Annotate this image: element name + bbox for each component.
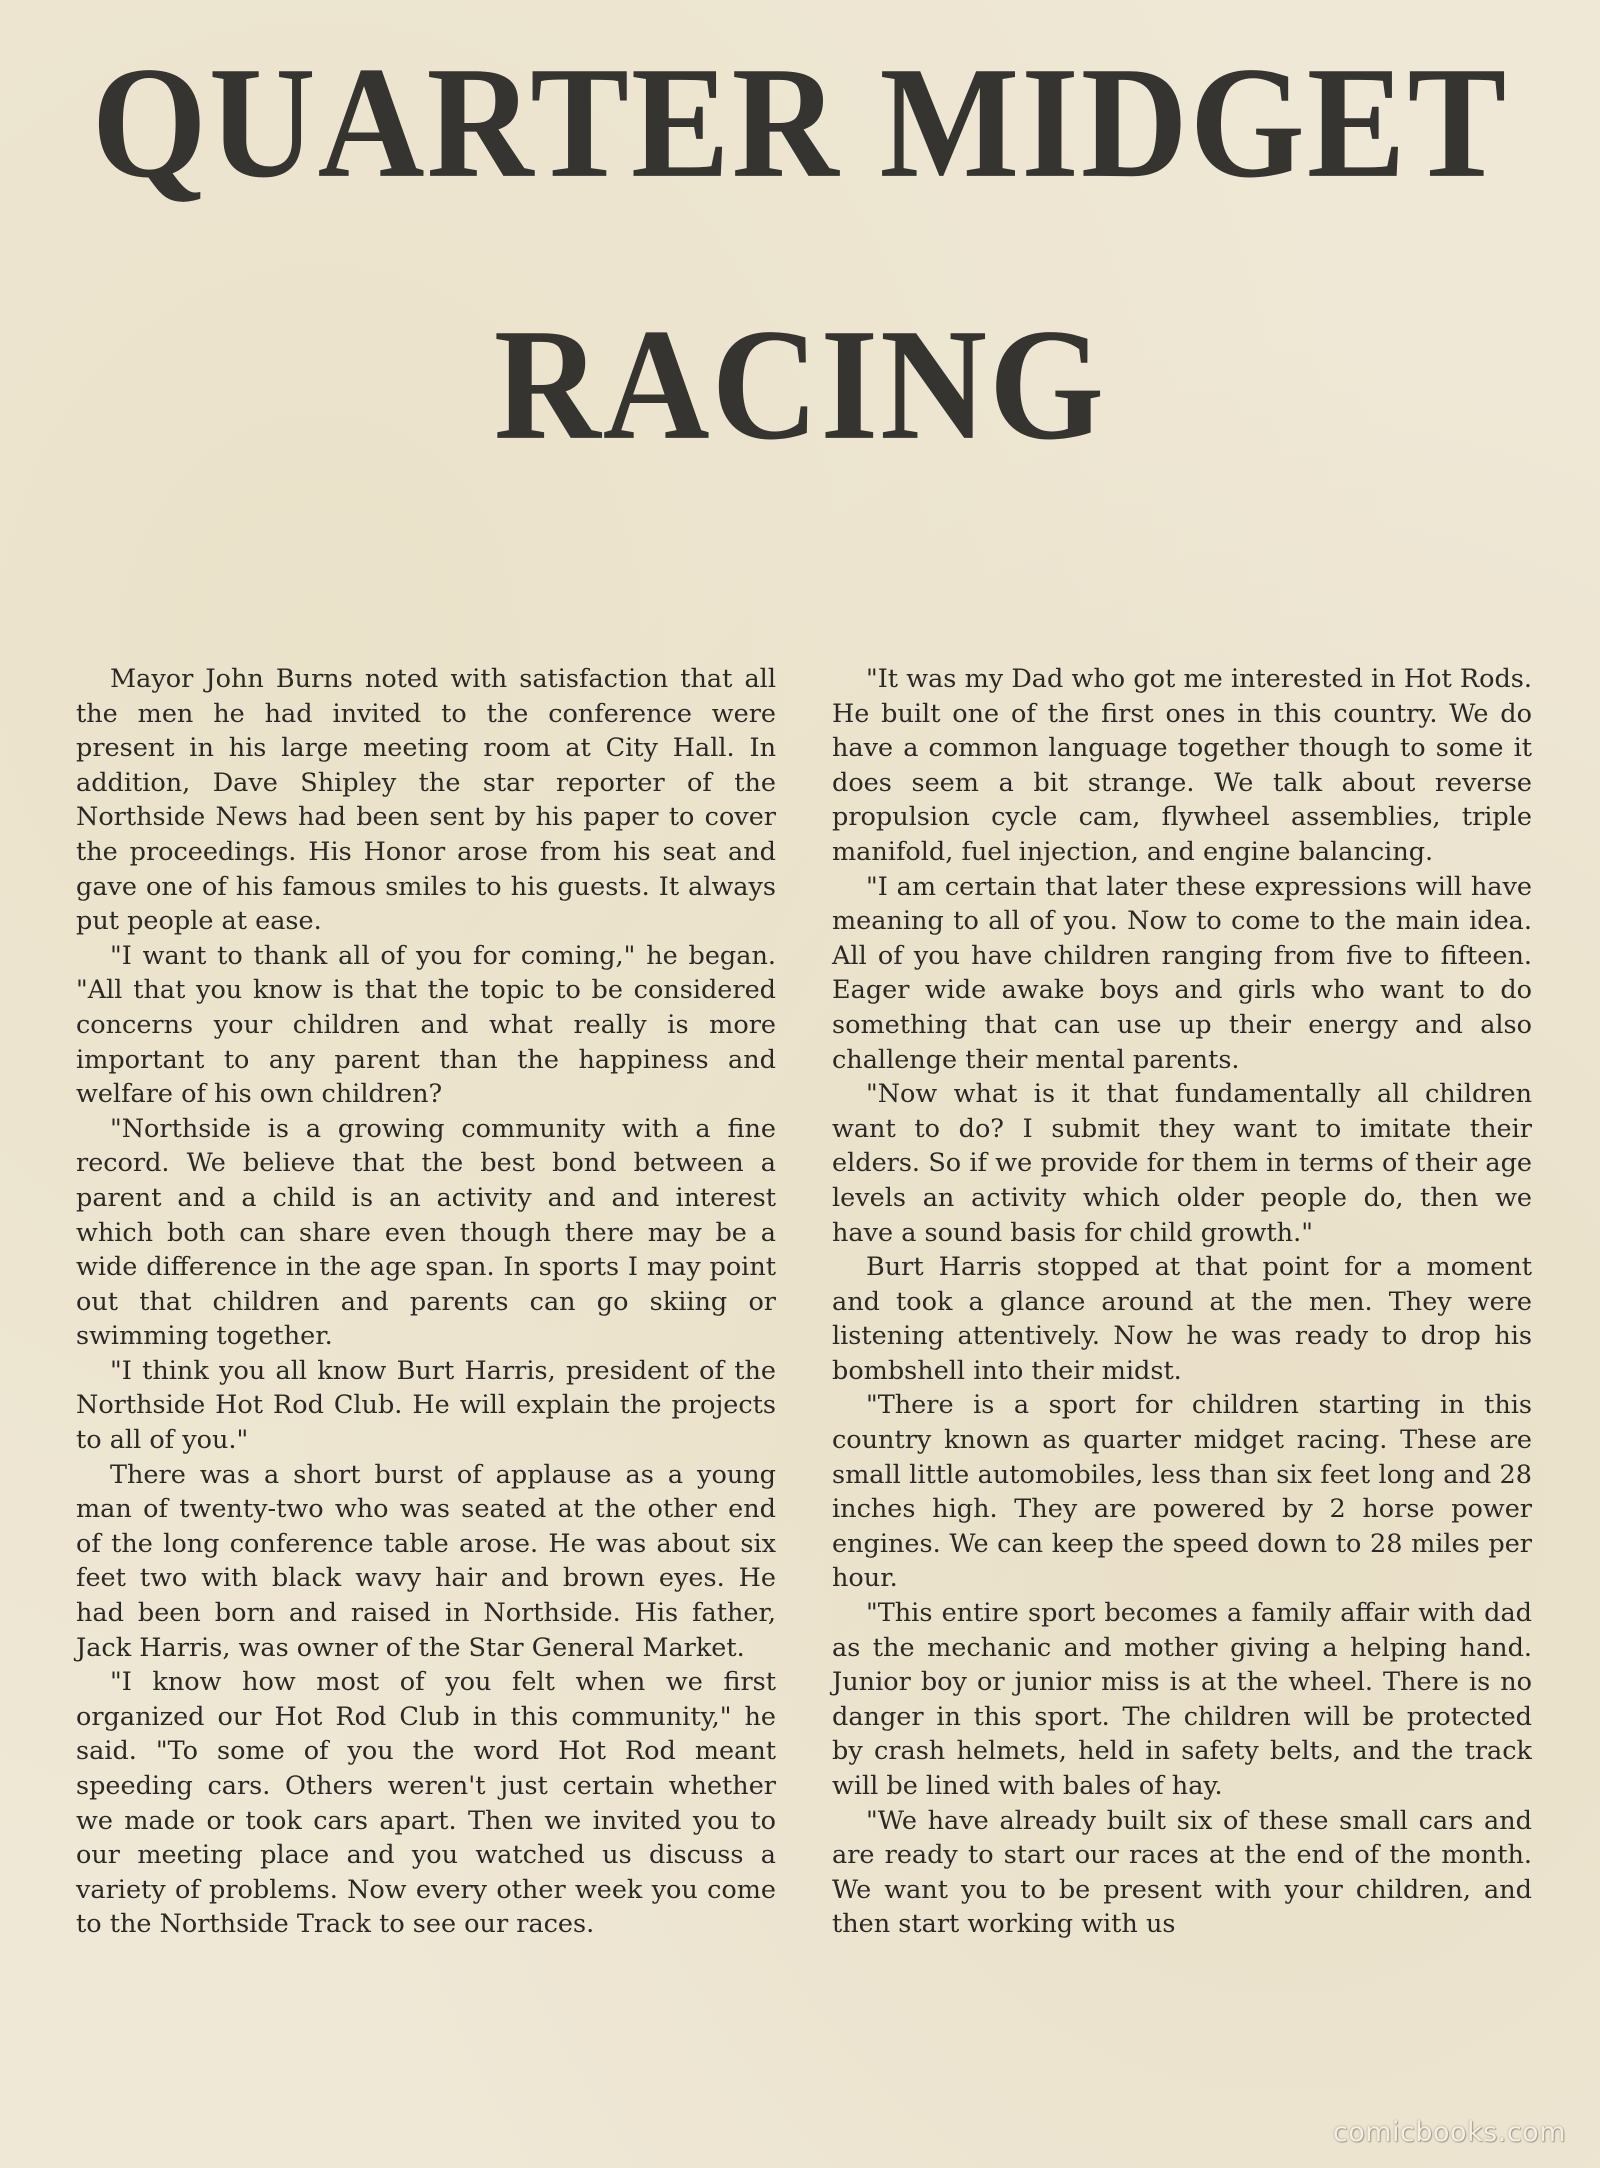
paragraph: "I want to thank all of you for coming," he began. "All that you know is that the topic to be considered concerns your children and what really is more important to any parent than the happiness and welfare of his own children? (76, 940, 776, 1110)
article-body (76, 662, 1532, 2102)
column-left (76, 662, 776, 2102)
paragraph: "I am certain that later these expressions will have meaning to all of you. Now to come to the main idea. All of you have children ranging from five to fifteen. Eager wide awake boys and girls who want to do something that can use up their energy and also challenge their mental parents. (832, 871, 1532, 1075)
paragraph: "I know how most of you felt when we first organized our Hot Rod Club in this community," he said. "To some of you the word Hot Rod meant speeding cars. Others weren't just certain whether we made or took cars apart. Then we invited you to our meeting place and you watched us discuss a variety of problems. Now every other week you come to the Northside Track to see our races. (76, 1667, 776, 1940)
paragraph: Burt Harris stopped at that point for a moment and took a glance around at the men. They were listening attentively. Now he was ready to drop his bombshell into their midst. (832, 1252, 1532, 1386)
paragraph: "It was my Dad who got me interested in Hot Rods. He built one of the first ones in this country. We do have a common language together though to some it does seem a bit strange. We talk about reverse propulsion cycle cam, flywheel assemblies, triple manifold, fuel injection, and engine balancing. (832, 664, 1532, 867)
paragraph: "This entire sport becomes a family affair with dad as the mechanic and mother giving a helping hand. Junior boy or junior miss is at the wheel. There is no danger in this sport. The children will be protected by crash helmets, held in safety belts, and the track will be lined with bales of hay. (832, 1598, 1532, 1801)
paragraph: "I think you all know Burt Harris, president of the Northside Hot Rod Club. He will explain the projects to all of you." (76, 1355, 776, 1456)
title-line-2: RACING (493, 296, 1107, 474)
paragraph: "Now what is it that fundamentally all children want to do? I submit they want to imitate their elders. So if we provide for them in terms of their age levels an activity which older people do, then we have a sound basis for child growth." (832, 1079, 1532, 1248)
title-line-1: QUARTER MIDGET (91, 34, 1509, 212)
paragraph: "We have already built six of these small cars and are ready to start our races at the end of the month. We want you to be present with your children, and then start working with us (832, 1805, 1532, 1940)
paragraph: There was a short burst of applause as a young man of twenty-two who was seated at the other end of the long conference table arose. He was about six feet two with black wavy hair and brown eyes. He had been born and raised in Northside. His father, Jack Harris, was owner of the Star General Market. (76, 1459, 776, 1663)
watermark: comicbooks.com (1332, 2117, 1566, 2148)
paragraph: "There is a sport for children starting in this country known as quarter midget racing. These are small little automobiles, less than six feet long and 28 inches high. They are powered by 2 horse power engines. We can keep the speed down to 28 miles per hour. (832, 1390, 1532, 1594)
paragraph: "Northside is a growing community with a fine record. We believe that the best bond between a parent and a child is an activity and and interest which both can share even though there may be a wide difference in the age span. In sports I may point out that children and parents can go skiing or swimming together. (76, 1113, 776, 1352)
paragraph: Mayor John Burns noted with satisfaction that all the men he had invited to the conference were present in his large meeting room at City Hall. In addition, Dave Shipley the star reporter of the Northside News had been sent by his paper to cover the proceedings. His Honor arose from his seat and gave one of his famous smiles to his guests. It always put people at ease. (76, 664, 776, 937)
column-right (832, 662, 1532, 2102)
